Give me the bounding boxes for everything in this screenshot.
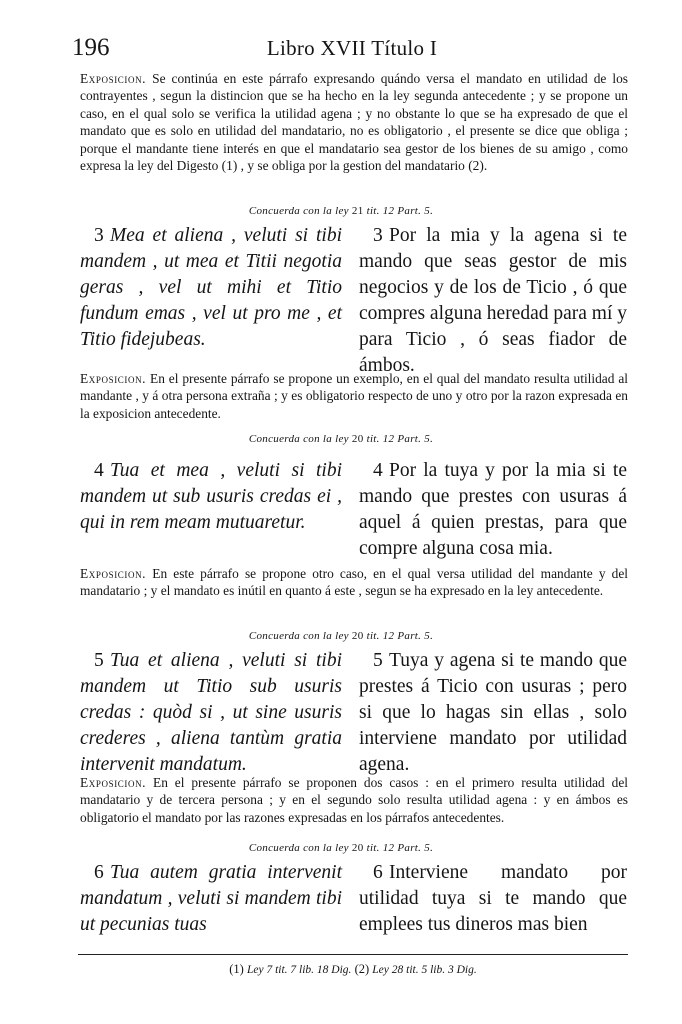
paragraph-number: 3 [373,225,383,246]
footnote-2-ref: Ley 28 tit. 5 lib. 3 Dig. [372,964,477,976]
exposition-paragraph [80,774,628,826]
latin-text: Mea et aliena , veluti si tibi mandem , ut mea et Titii negotia geras , vel ut mihi et Titio fundum emas , vel ut pro me , et Titio fidejubeas. [80,225,342,350]
paragraph-number: 6 [94,862,104,883]
footnotes [78,962,628,977]
law-number: 21 [351,205,364,217]
law-number: 20 [351,630,364,642]
running-head: Libro XVII Título I [266,36,438,60]
paragraph-number: 5 [373,650,383,671]
spanish-text-paragraph-6 [359,860,627,938]
spanish-text-paragraph-3 [359,223,627,379]
exposition-label: Exposicion. [80,775,147,790]
exposition-text: Se continúa en este párrafo expresando quándo versa el mandato en utilidad de los contrayentes , segun la distincion que se ha hecho en la ley segunda antecedente ; y se propone un caso, en el qual solo se verifica la utilidad agena ; y no obstante lo que se ha expresado de que el mandato que es solo en utilidad del mandatario, no es obligatorio , el presente se dice que obliga ; porque el mandante tiene interés en que el mandatario sea gestor de los bienes de su amigo , como expresa la ley del Digesto (1) , y se obliga por la gestion del mandatario (2). [80,71,628,174]
spanish-text-paragraph-5 [359,648,627,778]
exposition-text: En el presente párrafo se proponen dos casos : en el primero resulta utilidad del mandatario y de tercera persona ; y en el segundo solo resulta utilidad agena : y en ámbos es obligatorio el mandato por las razones expresadas en los párrafos antecedentes. [80,775,628,825]
concordance-line: Concuerda con la ley 20 tit. 12 Part. 5. [248,433,434,445]
paragraph-number: 6 [373,862,383,883]
concordance-line: Concuerda con la ley 21 tit. 12 Part. 5. [248,205,434,217]
concordance-line: Concuerda con la ley 20 tit. 12 Part. 5. [248,630,434,642]
law-number: 20 [351,433,364,445]
exposition-label: Exposicion. [80,71,147,86]
footnote-1-ref: Ley 7 tit. 7 lib. 18 Dig. [246,964,352,976]
footnote-2-mark: (2) [354,962,370,976]
paragraph-number: 4 [94,460,104,481]
latin-text: Tua autem gratia intervenit mandatum , veluti si mandem tibi ut pecunias tuas [80,862,342,935]
spanish-text: Por la tuya y por la mia si te mando que prestes con usuras á aquel á quien prestas, para que compre alguna cosa mia. [359,460,627,559]
page-number: 196 [72,34,110,61]
law-number: 20 [351,842,364,854]
latin-text-paragraph-6 [80,860,342,938]
exposition-label: Exposicion. [80,371,147,386]
exposition-text: En este párrafo se propone otro caso, en el qual versa utilidad del mandante y del mandatario ; y el mandato es inútil en quanto á este , segun se ha expresado en la ley antecedente. [80,566,628,599]
exposition-text: En el presente párrafo se propone un exemplo, en el qual del mandato resulta utilidad al mandante , y á otra persona extraña ; y es obligatorio respecto de uno y otro por la razon expresada en la exposicion antecedente. [80,371,628,421]
paragraph-number: 3 [94,225,104,246]
spanish-text: Tuya y agena si te mando que prestes á Ticio con usuras ; pero si que lo hagas sin ellas , solo interviene mandato por utilidad agena. [359,650,627,775]
footnote-1-mark: (1) [229,962,244,976]
footnote-separator [78,954,628,955]
spanish-text-paragraph-4 [359,458,627,562]
paragraph-number: 5 [94,650,104,671]
latin-text-paragraph-3 [80,223,342,353]
latin-text-paragraph-4 [80,458,342,536]
latin-text: Tua et mea , veluti si tibi mandem ut sub usuris credas ei , qui in rem meam mutuaretur. [80,460,342,533]
latin-text-paragraph-5 [80,648,342,778]
latin-text: Tua et aliena , veluti si tibi mandem ut Titio sub usuris credas : quòd si , ut sine usuris crederes , aliena tantùm gratia intervenit mandatum. [80,650,342,775]
paragraph-number: 4 [373,460,383,481]
concordance-line: Concuerda con la ley 20 tit. 12 Part. 5. [248,842,434,854]
exposition-paragraph [80,565,628,600]
exposition-paragraph [80,70,628,174]
exposition-label: Exposicion. [80,566,147,581]
spanish-text: Interviene mandato por utilidad tuya si te mando que emplees tus dineros mas bien [359,862,627,935]
exposition-paragraph [80,370,628,422]
spanish-text: Por la mia y la agena si te mando que seas gestor de mis negocios y de los de Ticio , ó que compres alguna heredad para mí y para Ticio , ó seas fiador de ámbos. [359,225,628,376]
page-header [72,34,632,64]
